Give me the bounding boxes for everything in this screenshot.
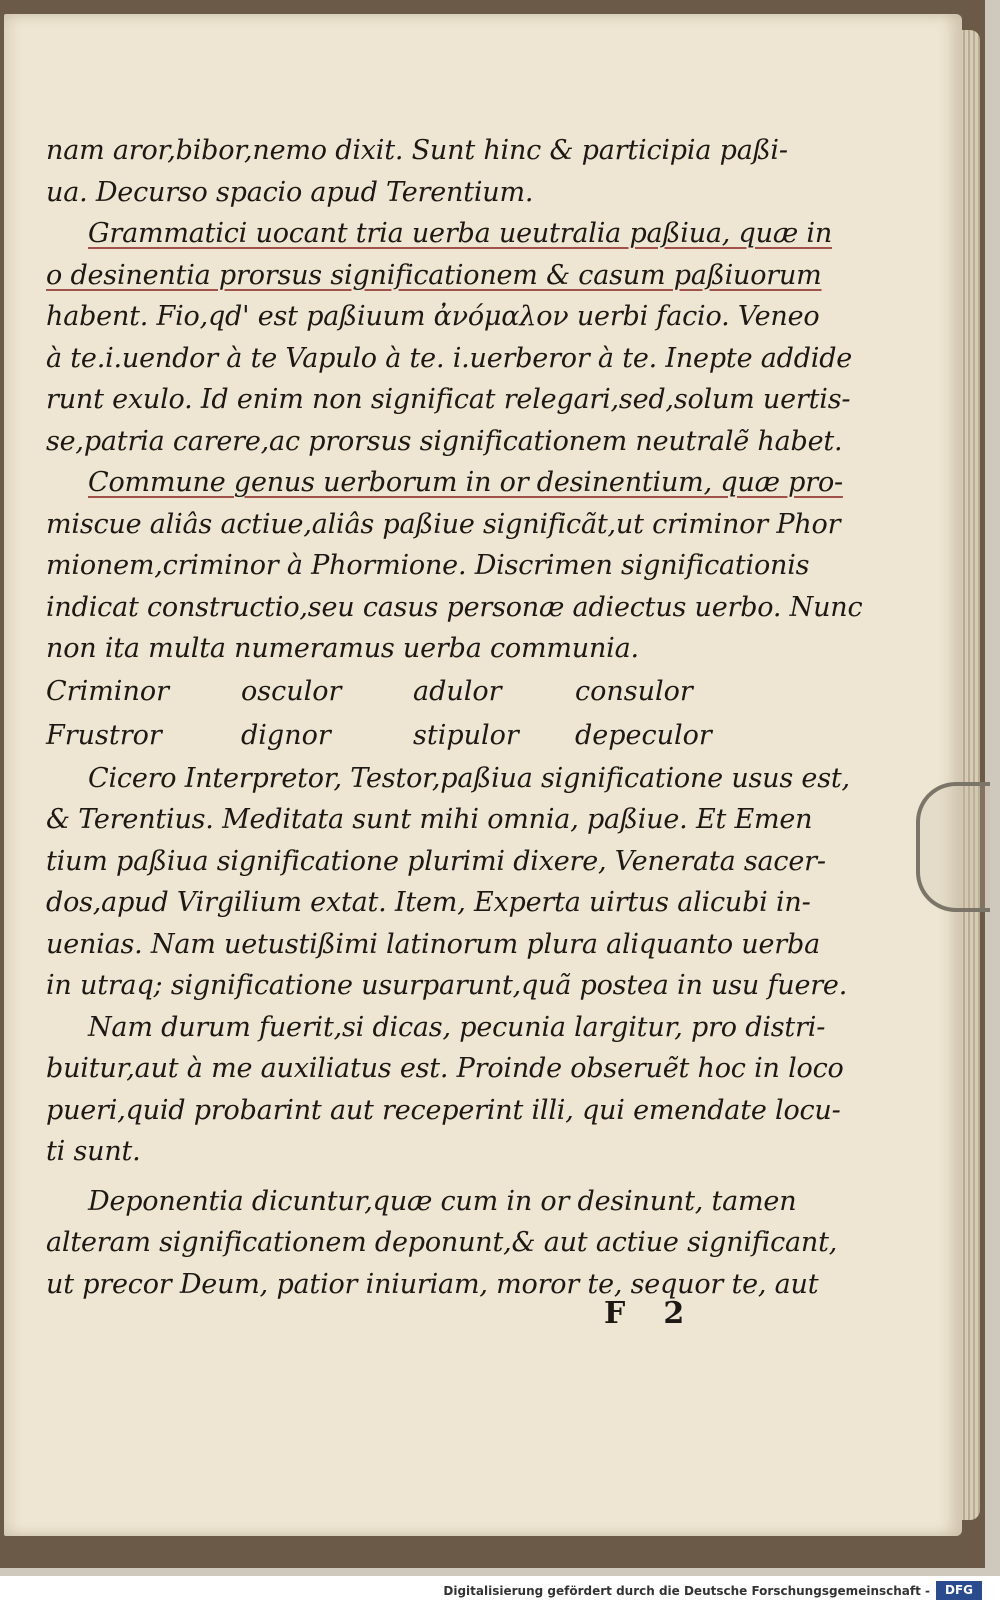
text-line: non ita multa numeramus uerba communia. [46,633,639,664]
verb-list-row [46,670,791,714]
text-line: Deponentia dicuntur,quæ cum in or desinunt, tamen [88,1185,797,1217]
text-line: ti sunt. [46,1136,141,1167]
verb-item: dignor [241,719,331,751]
text-line: indicat constructio,seu casus personæ adiectus uerbo. Nunc [46,591,863,623]
text-line: in utraq; significatione usurparunt,quã postea in usu fuere. [46,970,848,1001]
text-line: ua. Decurso spacio apud Terentium. [46,176,534,208]
text-line: Commune genus uerborum in or desinentium, quæ pro- [88,467,843,498]
text-line: buitur,aut à me auxiliatus est. Proinde obseruẽt hoc in loco [46,1053,844,1084]
text-line: mionem,criminor à Phormione. Discrimen significationis [46,550,810,581]
text-line: tium paßiua significatione plurimi dixere, Venerata sacer- [46,845,826,877]
text-line: alteram significationem deponunt,& aut actiue significant, [46,1227,838,1258]
text-line: ut precor Deum, patior iniuriam, moror te, sequor te, aut [46,1268,819,1300]
text-line: o desinentia prorsus significationem & casum paßiuorum [46,259,822,291]
text-line: uenias. Nam uetustißimi latinorum plura aliquanto uerba [46,928,820,960]
text-line: Grammatici uocant tria uerba ueutralia paßiua, quæ in [88,218,833,249]
text-line: miscue aliâs actiue,aliâs paßiue significãt,ut criminor Phor [46,508,841,540]
funding-credit: Digitalisierung gefördert durch die Deutsche Forschungsgemeinschaft - [443,1584,930,1598]
verb-item: stipulor [413,719,519,751]
page-text [46,130,863,1305]
text-line: nam aror,bibor,nemo dixit. Sunt hinc & participia paßi- [46,135,788,166]
digitization-footer [0,1576,1000,1608]
text-line: runt exulo. Id enim non significat relegari,sed,solum uertis- [46,384,851,415]
text-line: Cicero Interpretor, Testor,paßiua significatione usus est, [88,762,850,794]
text-line: & Terentius. Meditata sunt mihi omnia, paßiue. Et Emen [46,804,813,835]
signature-mark [604,1296,722,1331]
dfg-logo: DFG [936,1581,982,1600]
signature-number: 2 [663,1296,685,1331]
verb-item: Criminor [46,675,169,707]
text-line: habent. Fio,qd' est paßiuum ἀνόμαλον uerbi facio. Veneo [46,301,820,332]
text-line: à te.i.uendor à te Vapulo à te. i.uerberor à te. Inepte addide [46,342,853,374]
text-line: Nam durum fuerit,si dicas, pecunia largitur, pro distri- [88,1011,826,1043]
signature-letter: F [604,1296,626,1331]
verb-item: osculor [241,675,342,707]
verb-item: depeculor [575,719,712,751]
verb-item: adulor [413,675,502,707]
text-line: se,patria carere,ac prorsus significationem neutralẽ habet. [46,425,843,457]
verb-item: Frustror [46,719,162,751]
verb-item: consulor [575,675,693,707]
verb-list-row [46,714,791,758]
text-line: pueri,quid probarint aut receperint illi, qui emendate locu- [46,1094,841,1126]
book-clasp [916,782,990,912]
text-line: dos,apud Virgilium extat. Item, Experta uirtus alicubi in- [46,887,811,918]
